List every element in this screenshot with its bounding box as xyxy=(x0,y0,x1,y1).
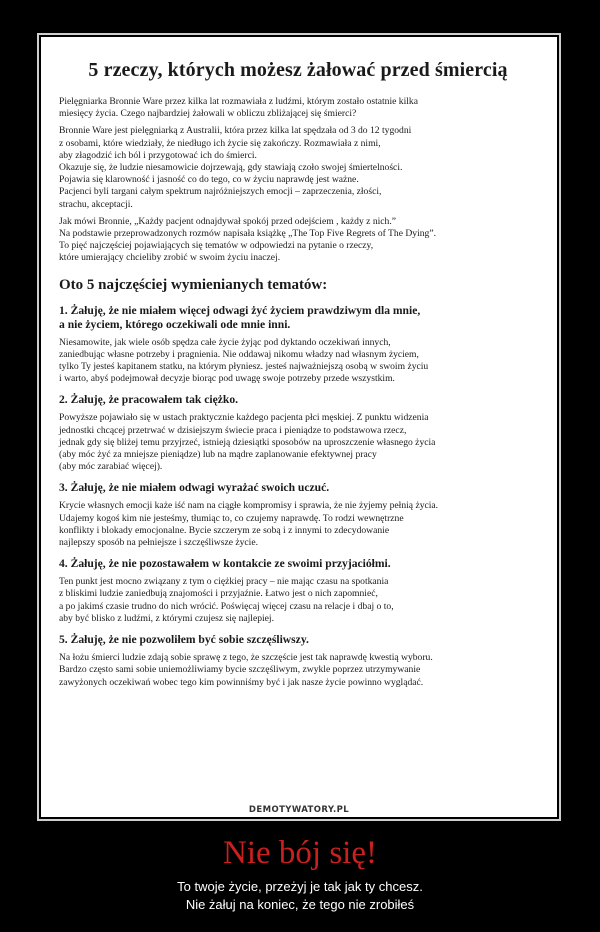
poster-title: 5 rzeczy, których możesz żałować przed śmiercią xyxy=(88,59,508,81)
regret-heading: 3. Żałuję, że nie miałem odwagi wyrażać swoich uczuć. xyxy=(59,481,330,495)
regret-body: Ten punkt jest mocno związany z tym o ciężkiej pracy – nie mając czasu na spotkania z bliskimi ludzie zaniedbują znajomości i przyjaźnie. Łatwo jest o nich zapomnieć, a po jakimś czasie trudno do nich wrócić. Poświęcaj więcej czasu na relacje i dbaj o to, aby być blisko z ludźmi, z którymi czujesz się najlepiej. xyxy=(59,576,394,624)
regret-heading: 2. Żałuję, że pracowałem tak ciężko. xyxy=(59,393,239,407)
poster-card xyxy=(41,37,557,817)
regret-heading: 4. Żałuję, że nie pozostawałem w kontakcie ze swoimi przyjaciółmi. xyxy=(59,557,391,571)
poster-frame xyxy=(37,33,561,821)
intro-paragraph: Bronnie Ware jest pielęgniarką z Australii, która przez kilka lat spędzała od 3 do 12 tygodni z osobami, które wiedziały, że niedługo ich życie się zakończy. Rozmawiała z nimi, aby złagodzić ich ból i przygotować ich do śmierci. Okazuje się, że ludzie niesamowicie dojrzewają, gdy stawiają czoło swojej śmiertelności. Pojawia się klarowność i jasność co do tego, co w życiu naprawdę jest ważne. Pacjenci byli targani całym spektrum najróżniejszych emocji – zaprzeczenia, złości, strachu, akceptacji. xyxy=(59,125,412,210)
regret-body: Krycie własnych emocji każe iść nam na ciągłe kompromisy i sprawia, że nie żyjemy pełnią życia. Udajemy kogoś kim nie jesteśmy, tłumiąc to, co czujemy naprawdę. To rodzi wewnętrzne konflikty i blokady emocjonalne. Bycie szczerym ze sobą i z innymi to zdecydowanie najlepszy sposób na pełniejsze i szczęśliwsze życie. xyxy=(59,500,439,549)
regret-body: Niesamowite, jak wiele osób spędza całe życie żyjąc pod dyktando oczekiwań innych, zaniedbując własne potrzeby i pragnienia. Nie oddawaj nikomu władzy nad własnym życiem, tylko Ty jesteś kapitanem statku, na którym płyniesz. jesteś najważniejszą osobą w swoim życiu i warto, abyś podejmował decyzje biorąc pod uwagę swoje potrzeby przede wszystkim. xyxy=(59,336,429,385)
regret-body: Powyższe pojawiało się w ustach praktycznie każdego pacjenta płci męskiej. Z punktu widzenia jednostki chcącej przetrwać w dzisiejszym świecie praca i pieniądze to podstawowa rzecz, jednak gdy się bliżej temu przyjrzeć, istnieją dziesiątki sposobów na uproszczenie własnego życia (aby móc żyć za mniejsze pieniądze) lub na mądre zaplanowanie efektywnej pracy (aby móc zarabiać więcej). xyxy=(59,412,436,473)
intro-paragraph: Jak mówi Bronnie, „Każdy pacjent odnajdywał spokój przed odejściem , każdy z nich.” Na podstawie przeprowadzonych rozmów napisała książkę „The Top Five Regrets of The Dying”. To pięć najczęściej pojawiających się tematów w odpowiedzi na pytanie o rzeczy, które umierający chcieliby zrobić w swoim życiu inaczej. xyxy=(59,215,437,264)
regret-heading: 5. Żałuję, że nie pozwoliłem być sobie szczęśliwszy. xyxy=(59,633,309,647)
site-watermark: DEMOTYWATORY.PL xyxy=(248,805,350,815)
intro-paragraph: Pielęgniarka Bronnie Ware przez kilka lat rozmawiała z ludźmi, którym zostało ostatnie kilka miesięcy życia. Czego najbardziej żałowali w obliczu zbliżającej się śmierci? xyxy=(59,96,418,120)
caption-subtitle: To twoje życie, przeżyj je tak jak ty chcesz. Nie żałuj na koniec, że tego nie zrobiłeś xyxy=(177,879,423,912)
regret-body: Na łożu śmierci ludzie zdają sobie sprawę z tego, że szczęście jest tak naprawdę kwestią wyboru. Bardzo często sami sobie uniemożliwiamy bycie szczęśliwym, zwykle poprzez utrzymywanie zawyżonych oczekiwań wobec tego kim powinniśmy być i jak nasze życie powinno wyglądać. xyxy=(59,652,433,688)
regret-heading: 1. Żałuję, że nie miałem więcej odwagi żyć życiem prawdziwym dla mnie, a nie życiem, którego oczekiwali ode mnie inni. xyxy=(59,303,421,331)
caption-title: Nie bój się! xyxy=(223,835,377,871)
section-heading: Oto 5 najczęściej wymienianych tematów: xyxy=(59,276,328,293)
